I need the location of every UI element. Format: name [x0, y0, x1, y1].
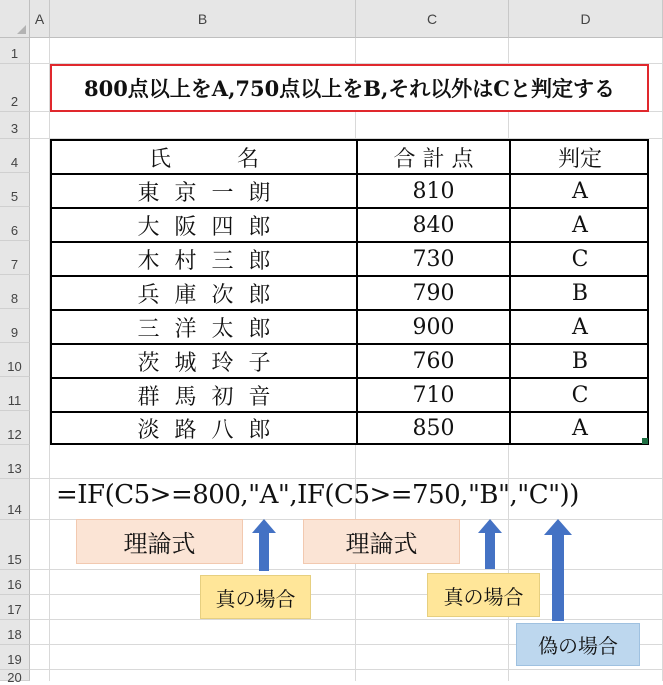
up-arrow-icon	[478, 519, 502, 569]
header-grade-label: 判定	[557, 146, 602, 172]
row-header-2[interactable]: 2	[0, 64, 30, 112]
logical-test-label-1: 理論式	[76, 519, 243, 564]
row-header-9[interactable]: 9	[0, 309, 30, 343]
up-arrow-icon	[544, 519, 572, 621]
name-cell[interactable]: 兵庫次郎	[52, 277, 358, 311]
row-header-13[interactable]: 13	[0, 445, 30, 479]
row-header-17[interactable]: 17	[0, 595, 30, 620]
select-all-triangle-icon	[17, 25, 26, 34]
select-all-corner[interactable]	[0, 0, 30, 38]
grade-cell[interactable]: A	[511, 209, 649, 243]
name-cell[interactable]: 大阪四郎	[52, 209, 358, 243]
score-cell[interactable]: 840	[358, 209, 511, 243]
score-cell[interactable]: 810	[358, 175, 511, 209]
column-header-b[interactable]: B	[50, 0, 356, 38]
row-header-4[interactable]: 4	[0, 139, 30, 173]
logical-test-label-2: 理論式	[303, 519, 460, 564]
name-cell[interactable]: 淡路八郎	[52, 413, 358, 443]
score-cell[interactable]: 760	[358, 345, 511, 379]
name-cell[interactable]: 木村三郎	[52, 243, 358, 277]
header-score-label: 合 計 点	[393, 146, 474, 172]
title-cell[interactable]: 800点以上をA,750点以上をB,それ以外はCと判定する	[50, 64, 649, 112]
score-cell[interactable]: 710	[358, 379, 511, 413]
column-header-d[interactable]: D	[509, 0, 663, 38]
row-header-1[interactable]: 1	[0, 38, 30, 64]
row-header-15[interactable]: 15	[0, 520, 30, 570]
grade-cell[interactable]: A	[511, 175, 649, 209]
row-header-7[interactable]: 7	[0, 241, 30, 275]
row-header-10[interactable]: 10	[0, 343, 30, 377]
row-header-16[interactable]: 16	[0, 570, 30, 595]
name-cell[interactable]: 群馬初音	[52, 379, 358, 413]
false-case-label: 偽の場合	[516, 623, 640, 666]
grade-cell[interactable]: B	[511, 277, 649, 311]
score-cell[interactable]: 850	[358, 413, 511, 443]
row-header-3[interactable]: 3	[0, 112, 30, 139]
header-score[interactable]	[358, 141, 511, 175]
score-cell[interactable]: 790	[358, 277, 511, 311]
row-header-12[interactable]: 12	[0, 411, 30, 445]
grade-cell[interactable]: B	[511, 345, 649, 379]
row-header-20[interactable]: 20	[0, 670, 30, 681]
row-header-8[interactable]: 8	[0, 275, 30, 309]
row-header-18[interactable]: 18	[0, 620, 30, 645]
grade-cell[interactable]: C	[511, 379, 649, 413]
row-header-11[interactable]: 11	[0, 377, 30, 411]
score-cell[interactable]: 730	[358, 243, 511, 277]
fill-handle[interactable]	[642, 438, 648, 444]
name-cell[interactable]: 三洋太郎	[52, 311, 358, 345]
header-name[interactable]	[52, 141, 358, 175]
column-header-c[interactable]: C	[356, 0, 509, 38]
header-name-label: 氏 名	[148, 146, 259, 172]
score-cell[interactable]: 900	[358, 311, 511, 345]
row-header-5[interactable]: 5	[0, 173, 30, 207]
grade-cell[interactable]: A	[511, 311, 649, 345]
name-cell[interactable]: 茨城玲子	[52, 345, 358, 379]
row-header-6[interactable]: 6	[0, 207, 30, 241]
score-table	[50, 139, 649, 445]
name-cell[interactable]: 東京一朗	[52, 175, 358, 209]
header-grade[interactable]	[511, 141, 649, 175]
true-case-label-1: 真の場合	[200, 575, 311, 619]
true-case-label-2: 真の場合	[427, 573, 540, 617]
row-header-19[interactable]: 19	[0, 645, 30, 670]
grid-line	[30, 669, 663, 670]
up-arrow-icon	[252, 519, 276, 571]
grid-line	[30, 478, 663, 479]
column-header-a[interactable]: A	[30, 0, 50, 38]
if-formula-text[interactable]: =IF(C5>=800,"A",IF(C5>=750,"B","C"))	[56, 480, 579, 510]
grade-cell[interactable]: A	[572, 415, 588, 441]
row-header-14[interactable]: 14	[0, 479, 30, 520]
grade-cell[interactable]: C	[511, 243, 649, 277]
